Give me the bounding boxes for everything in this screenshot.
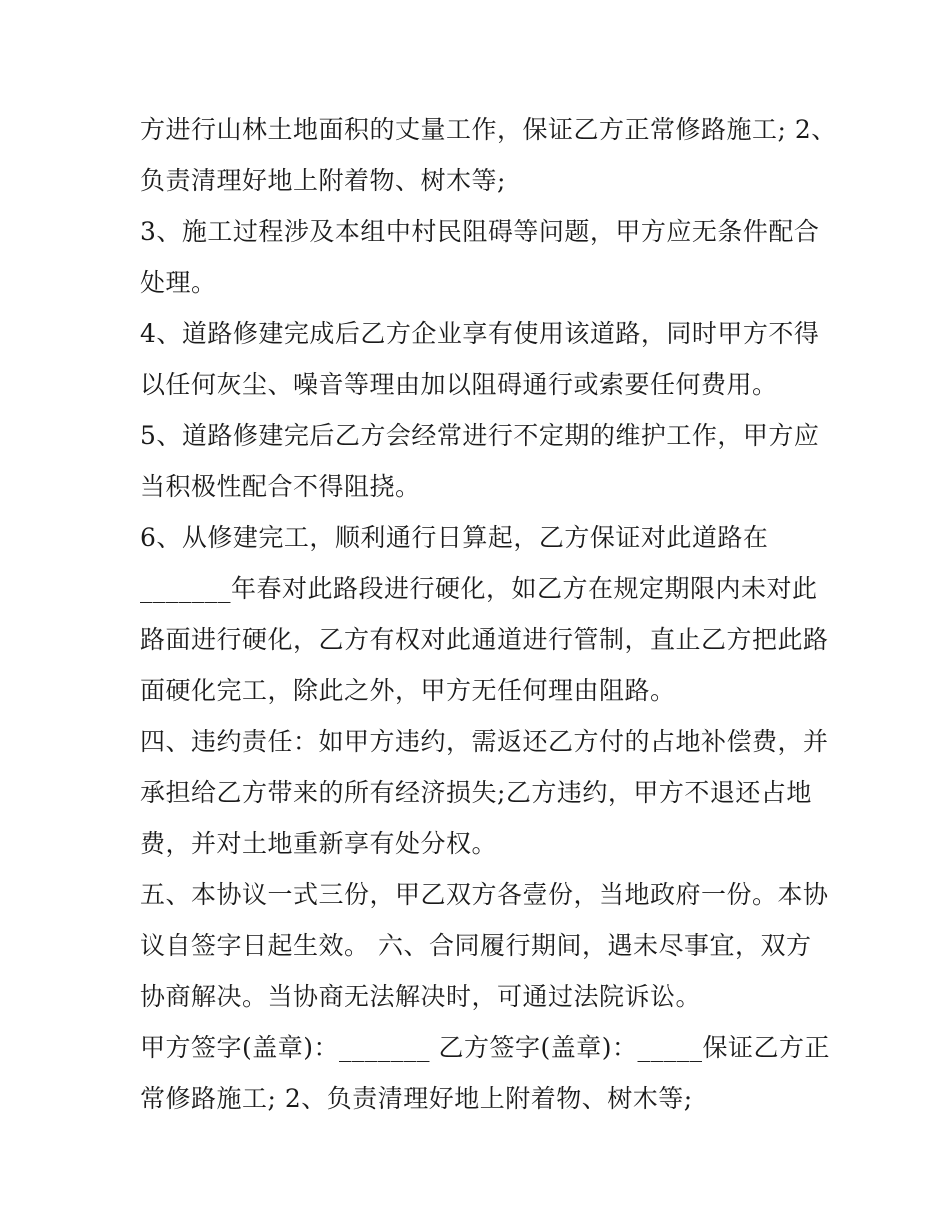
- signature-line: 甲方签字(盖章)：_______ 乙方签字(盖章)：_____保证乙方正: [140, 1033, 830, 1062]
- text-line: 当积极性配合不得阻挠。: [140, 472, 421, 501]
- text-line: 费，并对土地重新享有处分权。: [140, 829, 498, 858]
- text-line: 面硬化完工，除此之外，甲方无任何理由阻路。: [140, 676, 676, 705]
- text-line: 承担给乙方带来的所有经济损失;乙方违约，甲方不退还占地: [140, 778, 812, 807]
- text-line: 6、从修建完工，顺利通行日算起，乙方保证对此道路在: [140, 523, 769, 552]
- text-line: 处理。: [140, 268, 217, 297]
- text-line: 5、道路修建完后乙方会经常进行不定期的维护工作，甲方应: [140, 421, 820, 450]
- text-line: 常修路施工; 2、负责清理好地上附着物、树木等;: [140, 1084, 693, 1113]
- document-body: [140, 104, 837, 1124]
- text-line: 负责清理好地上附着物、树木等;: [140, 166, 506, 195]
- text-line: 五、本协议一式三份，甲乙双方各壹份，当地政府一份。本协: [140, 880, 829, 909]
- text-line: 四、违约责任：如甲方违约，需返还乙方付的占地补偿费，并: [140, 727, 829, 756]
- text-line: _______年春对此路段进行硬化，如乙方在规定期限内未对此: [140, 574, 818, 603]
- text-line: 协商解决。当协商无法解决时，可通过法院诉讼。: [140, 982, 702, 1011]
- text-line: 方进行山林土地面积的丈量工作，保证乙方正常修路施工; 2、: [140, 115, 837, 144]
- text-line: 以任何灰尘、噪音等理由加以阻碍通行或索要任何费用。: [140, 370, 778, 399]
- text-line: 3、施工过程涉及本组中村民阻碍等问题，甲方应无条件配合: [140, 217, 820, 246]
- text-line: 路面进行硬化，乙方有权对此通道进行管制，直止乙方把此路: [140, 625, 829, 654]
- text-line: 议自签字日起生效。 六、合同履行期间，遇未尽事宜，双方: [140, 931, 812, 960]
- text-line: 4、道路修建完成后乙方企业享有使用该道路，同时甲方不得: [140, 319, 820, 348]
